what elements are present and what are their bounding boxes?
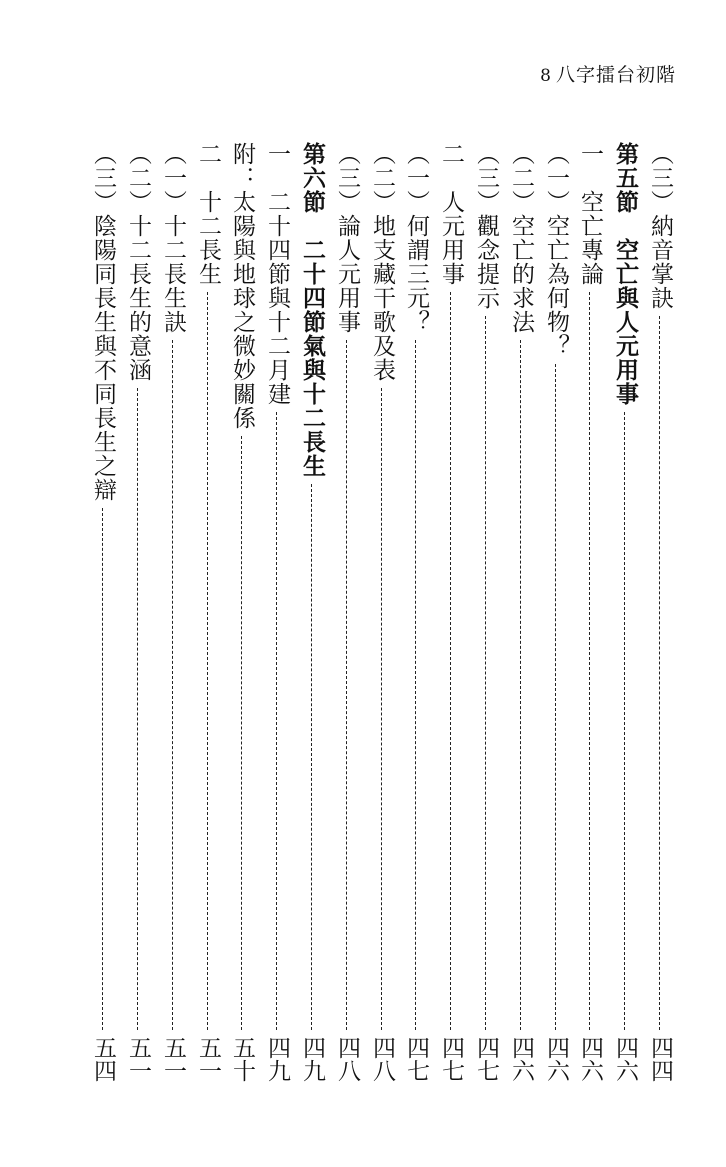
toc-leader-line bbox=[624, 412, 625, 1030]
toc-entry-title: （一）何謂三元？ bbox=[403, 142, 429, 334]
toc-page-number: 四九 bbox=[299, 1036, 325, 1082]
toc-entry bbox=[504, 142, 538, 1082]
toc-entry bbox=[469, 142, 503, 1082]
toc-entry bbox=[191, 142, 225, 1082]
toc-entry bbox=[86, 142, 120, 1082]
toc-page-number: 四六 bbox=[543, 1036, 569, 1082]
toc-entry-title: （二）空亡的求法 bbox=[508, 142, 534, 334]
toc-entry-title: （三）陰陽同長生與不同長生之辯 bbox=[90, 142, 116, 502]
toc-entry bbox=[365, 142, 399, 1082]
toc-entry bbox=[608, 142, 642, 1082]
toc-page-number: 四八 bbox=[369, 1036, 395, 1082]
toc-entry bbox=[295, 142, 329, 1082]
header-page-number: 8 bbox=[540, 66, 552, 86]
toc-section-title: 第五節 空亡與人元用事 bbox=[612, 142, 639, 406]
toc-page-number: 四六 bbox=[612, 1036, 638, 1082]
toc-page-number: 五一 bbox=[195, 1036, 221, 1082]
toc-leader-line bbox=[137, 388, 138, 1030]
toc-leader-line bbox=[276, 412, 277, 1030]
toc-page-number: 五四 bbox=[90, 1036, 116, 1082]
toc-entry-title: （三）納音掌訣 bbox=[647, 142, 673, 310]
toc-leader-line bbox=[207, 292, 208, 1030]
toc-leader-line bbox=[381, 388, 382, 1030]
toc-page-number: 四八 bbox=[334, 1036, 360, 1082]
toc-entry-title: 附：太陽與地球之微妙關係 bbox=[229, 142, 255, 430]
toc-page-number: 五一 bbox=[160, 1036, 186, 1082]
toc-entry bbox=[225, 142, 259, 1082]
toc-page-number: 四七 bbox=[438, 1036, 464, 1082]
toc-leader-line bbox=[241, 436, 242, 1030]
toc-page-number: 四七 bbox=[403, 1036, 429, 1082]
toc-entry bbox=[539, 142, 573, 1082]
toc-leader-line bbox=[346, 340, 347, 1030]
toc-entry-title: （二）地支藏干歌及表 bbox=[369, 142, 395, 382]
running-header bbox=[540, 60, 676, 87]
toc-entry-title: （三）觀念提示 bbox=[473, 142, 499, 310]
toc-entry-title: 二 人元用事 bbox=[438, 142, 464, 286]
toc-entry bbox=[573, 142, 607, 1082]
toc-page-number: 五一 bbox=[125, 1036, 151, 1082]
toc-entry bbox=[156, 142, 190, 1082]
toc-entry bbox=[260, 142, 294, 1082]
toc-entry bbox=[399, 142, 433, 1082]
toc-entry bbox=[121, 142, 155, 1082]
toc-entry-title: 一 二十四節與十二月建 bbox=[264, 142, 290, 406]
toc-page-number: 四四 bbox=[647, 1036, 673, 1082]
toc-entry bbox=[643, 142, 677, 1082]
toc-leader-line bbox=[450, 292, 451, 1030]
toc-entry-title: （三）論人元用事 bbox=[334, 142, 360, 334]
toc-leader-line bbox=[172, 340, 173, 1030]
toc-entry bbox=[434, 142, 468, 1082]
header-book-title: 八字擂台初階 bbox=[555, 64, 676, 86]
toc-entry-title: 二 十二長生 bbox=[195, 142, 221, 286]
toc-leader-line bbox=[485, 316, 486, 1030]
toc-page-number: 四六 bbox=[508, 1036, 534, 1082]
toc-entry bbox=[330, 142, 364, 1082]
toc-entry-title: （一）空亡為何物？ bbox=[543, 142, 569, 358]
toc-leader-line bbox=[311, 484, 312, 1030]
toc-leader-line bbox=[520, 340, 521, 1030]
toc-page-number: 五十 bbox=[229, 1036, 255, 1082]
toc-entry-title: （二）十二長生的意涵 bbox=[125, 142, 151, 382]
toc-leader-line bbox=[415, 340, 416, 1030]
toc-page-number: 四六 bbox=[577, 1036, 603, 1082]
toc-entry-title: （一）十二長生訣 bbox=[160, 142, 186, 334]
toc-page-number: 四七 bbox=[473, 1036, 499, 1082]
toc-leader-line bbox=[102, 508, 103, 1030]
toc-section-title: 第六節 二十四節氣與十二長生 bbox=[299, 142, 326, 478]
toc-entry-title: 一 空亡專論 bbox=[577, 142, 603, 286]
toc-leader-line bbox=[659, 316, 660, 1030]
toc-leader-line bbox=[555, 364, 556, 1030]
toc-page-number: 四九 bbox=[264, 1036, 290, 1082]
toc-leader-line bbox=[589, 292, 590, 1030]
